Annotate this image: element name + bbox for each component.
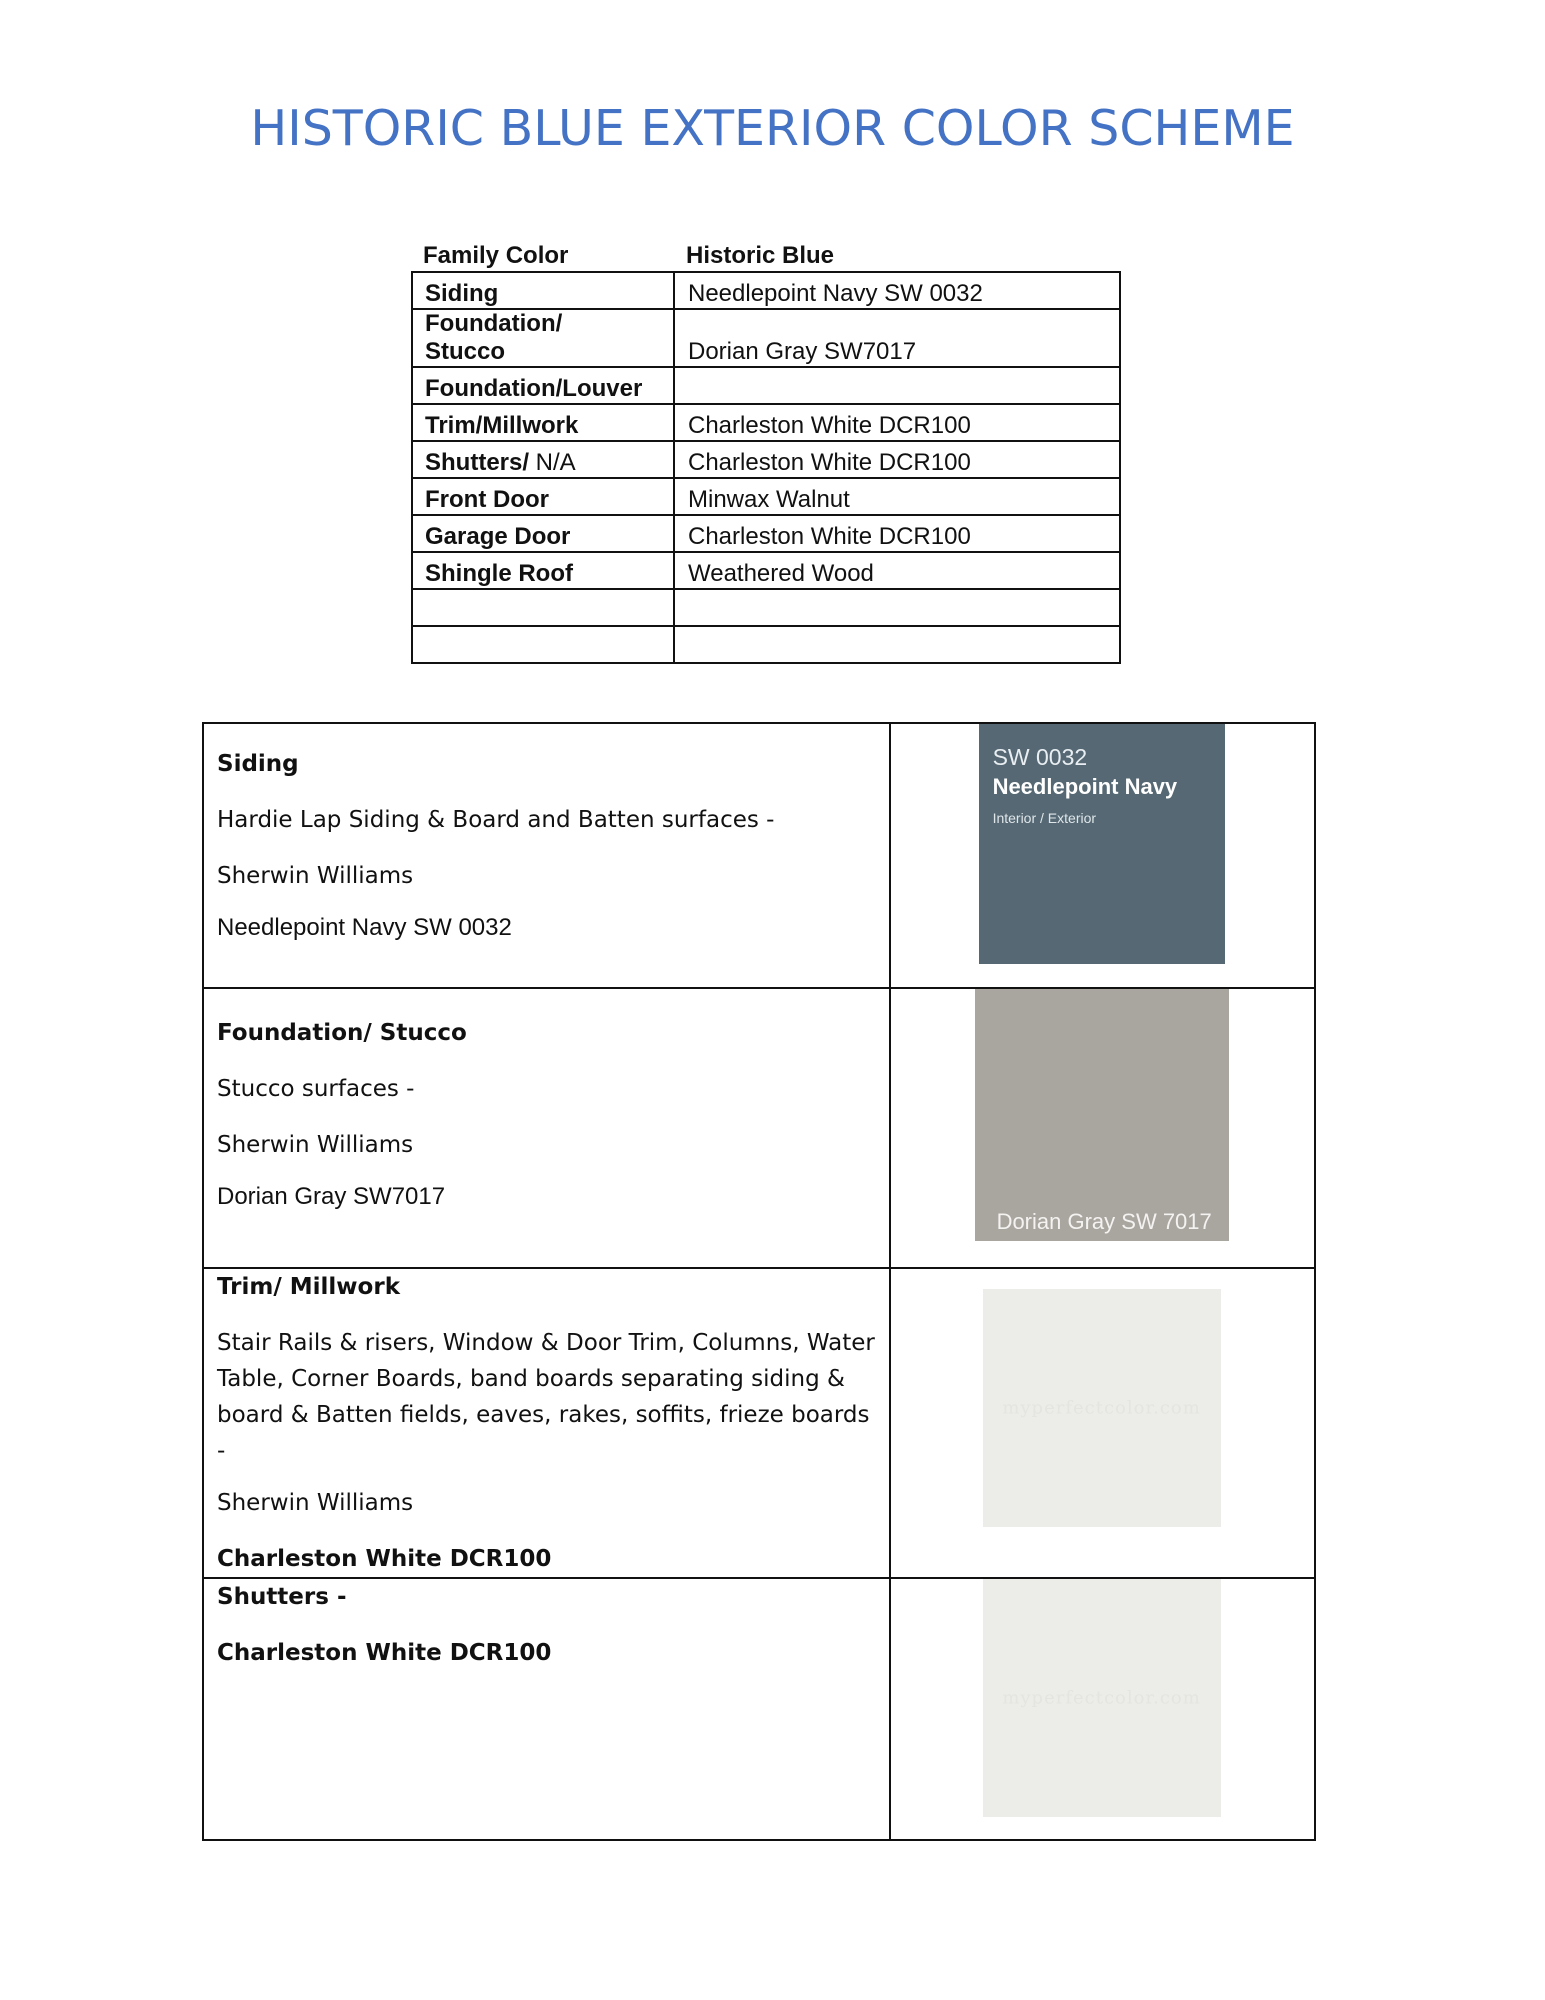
summary-row-value [674, 589, 1120, 626]
summary-row-key [412, 272, 674, 309]
summary-row-key-text: Garage Door [425, 523, 571, 550]
summary-row-key [412, 626, 674, 663]
summary-header-family-color: Family Color [423, 242, 569, 269]
swatch-name: Needlepoint Navy [992, 774, 1178, 799]
detail-description: Hardie Lap Siding & Board and Batten surfaces - [217, 807, 775, 833]
summary-row-key-text: Shingle Roof [425, 560, 573, 587]
summary-row-value [674, 626, 1120, 663]
detail-description-line: board & Batten fields, eaves, rakes, soffits, frieze boards - [217, 1402, 870, 1464]
summary-row-key-text: Shutters/ [425, 449, 530, 476]
summary-row-value [674, 367, 1120, 404]
summary-row-key [412, 367, 674, 404]
summary-row [412, 589, 1120, 626]
swatch-use: Interior / Exterior [992, 810, 1097, 826]
summary-row [412, 552, 1120, 589]
summary-row-value: Weathered Wood [674, 552, 1120, 589]
detail-heading: Trim/ Millwork [217, 1274, 400, 1300]
detail-color: Charleston White DCR100 [217, 1546, 552, 1572]
swatch-cell-shutters [890, 1578, 1315, 1840]
color-swatch-charleston-white [983, 1289, 1221, 1527]
color-swatch-charleston-white [983, 1579, 1221, 1817]
detail-row-trim [203, 1268, 1315, 1578]
summary-table-body [412, 272, 1120, 663]
summary-row-value: Minwax Walnut [674, 478, 1120, 515]
summary-row-key [412, 309, 674, 367]
summary-table [411, 271, 1121, 664]
summary-row-key-note: N/A [529, 449, 576, 476]
detail-text-trim [203, 1268, 890, 1578]
summary-row-value: Needlepoint Navy SW 0032 [674, 272, 1120, 309]
detail-description: Stucco surfaces - [217, 1076, 415, 1102]
detail-text-siding [203, 723, 890, 988]
detail-text-foundation [203, 988, 890, 1268]
swatch-cell-trim [890, 1268, 1315, 1578]
swatch-cell-siding [890, 723, 1315, 988]
detail-description-line: Table, Corner Boards, band boards separating siding & [217, 1366, 845, 1392]
swatch-code: SW 0032 [992, 744, 1088, 770]
summary-row-key-text: Siding [425, 280, 499, 307]
swatch-cell-foundation [890, 988, 1315, 1268]
summary-row-value: Charleston White DCR100 [674, 404, 1120, 441]
detail-color: Charleston White DCR100 [217, 1640, 552, 1666]
detail-row-shutters [203, 1578, 1315, 1840]
detail-color: Needlepoint Navy SW 0032 [217, 914, 512, 941]
summary-row-key [412, 441, 674, 478]
detail-brand: Sherwin Williams [217, 863, 414, 889]
detail-brand: Sherwin Williams [217, 1490, 414, 1516]
detail-row-siding [203, 723, 1315, 988]
detail-row-foundation [203, 988, 1315, 1268]
detail-heading: Siding [217, 751, 299, 777]
detail-heading: Foundation/ Stucco [217, 1020, 467, 1046]
summary-row [412, 367, 1120, 404]
summary-row [412, 626, 1120, 663]
detail-color: Dorian Gray SW7017 [217, 1183, 446, 1210]
summary-row-key [412, 552, 674, 589]
page-title: HISTORIC BLUE EXTERIOR COLOR SCHEME [250, 100, 1295, 157]
summary-row [412, 272, 1120, 309]
summary-row-key-text: Trim/Millwork [425, 412, 579, 439]
summary-row [412, 404, 1120, 441]
summary-row-key [412, 478, 674, 515]
summary-row-value: Charleston White DCR100 [674, 441, 1120, 478]
swatch-watermark: myperfectcolor.com [1002, 1397, 1201, 1419]
summary-row [412, 441, 1120, 478]
summary-row-key-text: Front Door [425, 486, 549, 513]
detail-description-line: Stair Rails & risers, Window & Door Trim, Columns, Water [217, 1330, 875, 1356]
summary-row [412, 515, 1120, 552]
summary-row-key [412, 515, 674, 552]
color-swatch-needlepoint-navy [979, 724, 1225, 964]
summary-row-key [412, 589, 674, 626]
swatch-label: Dorian Gray SW 7017 [996, 1209, 1212, 1234]
summary-header-historic-blue: Historic Blue [686, 242, 835, 269]
summary-row-key-text: Foundation/ [425, 310, 563, 337]
summary-row [412, 309, 1120, 367]
summary-row-value: Dorian Gray SW7017 [674, 309, 1120, 367]
color-swatch-dorian-gray [975, 989, 1229, 1241]
summary-row [412, 478, 1120, 515]
summary-row-key-text: Foundation/Louver [425, 375, 643, 402]
detail-table [202, 722, 1316, 1841]
detail-heading: Shutters - [217, 1584, 347, 1610]
summary-row-key-text: Stucco [425, 338, 506, 365]
detail-brand: Sherwin Williams [217, 1132, 414, 1158]
detail-text-shutters [203, 1578, 890, 1840]
summary-row-value: Charleston White DCR100 [674, 515, 1120, 552]
swatch-watermark: myperfectcolor.com [1002, 1687, 1201, 1709]
summary-row-key [412, 404, 674, 441]
